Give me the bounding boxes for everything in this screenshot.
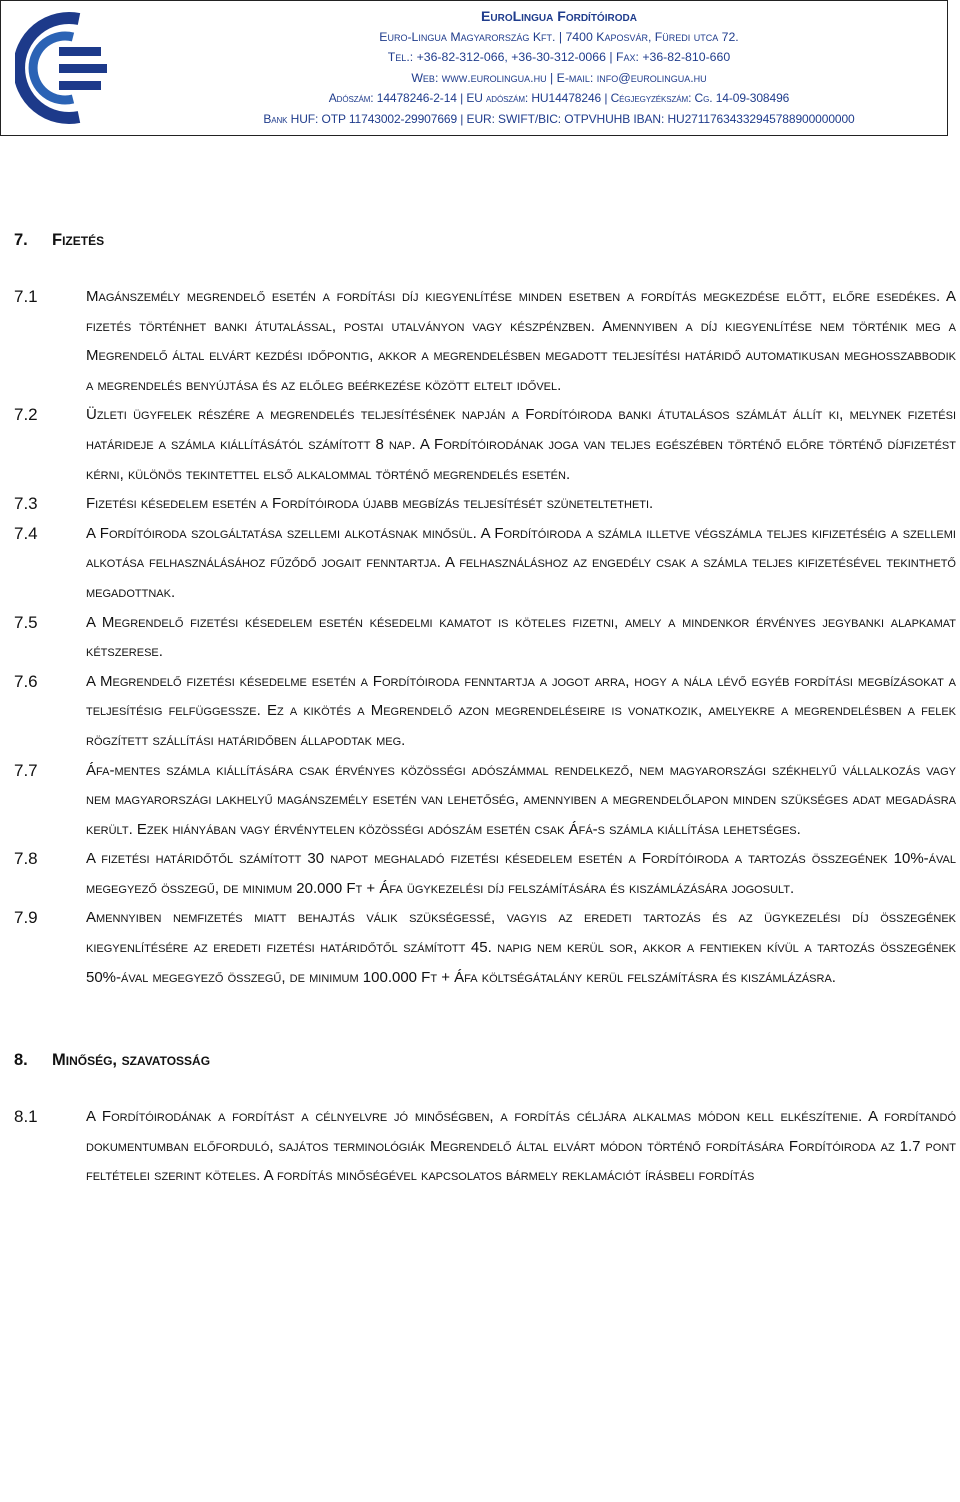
clause-number: 7.5 — [14, 612, 38, 632]
letterhead — [0, 0, 948, 136]
company-address: Euro-Lingua Magyarország Kft. | 7400 Kaposvár, Füredi utca 72. — [379, 29, 739, 44]
document-body — [14, 222, 958, 1191]
clause-7-2 — [14, 400, 958, 489]
company-phone: Tel.: +36-82-312-066, +36-30-312-0066 | Fax: +36-82-810-660 — [387, 50, 731, 65]
section-title: Minőség, szavatosság — [52, 1051, 211, 1070]
clause-text: A Fordítóirodának a fordítást a célnyelvre jó minőségben, a fordítás céljára alkalmas módon kell elkészítenie. A fordítandó dokumentumban előforduló, sajátos terminológiák Megrendelő által elvárt módon történő fordítására Fordítóiroda az 1.7 pont feltételei szerint köteles. A fordítás minőségével kapcsolatos bármely reklamációt írásbeli fordítás — [86, 1108, 956, 1185]
section-heading-7 — [14, 222, 958, 258]
company-bank: Bank HUF: OTP 11743002-29907669 | EUR: SWIFT/BIC: OTPVHUHB IBAN: HU27117634332945788900000000 — [263, 111, 855, 126]
clause-number: 7.4 — [14, 523, 38, 543]
section-number: 8. — [14, 1051, 28, 1070]
clause-7-1 — [14, 282, 958, 400]
clause-7-8 — [14, 844, 958, 903]
clause-7-9 — [14, 903, 958, 992]
clause-text: A fizetési határidőtől számított 30 napot meghaladó fizetési késedelem esetén a Fordítóiroda a tartozás összegének 10%-ával megegyező összegű, de minimum 20.000 Ft + Áfa ügykezelési díj felszámítására és kiszámlázására jogosult. — [86, 850, 956, 897]
clause-7-4 — [14, 519, 958, 608]
clause-number: 8.1 — [14, 1107, 38, 1127]
clause-number: 7.8 — [14, 849, 38, 869]
clause-number: 7.3 — [14, 494, 38, 514]
clause-text: A Megrendelő fizetési késedelme esetén a Fordítóiroda fenntartja a jogot arra, hogy a nála lévő egyéb fordítási megbízásokat a teljesítésig felfüggessze. Ez a kikötés a Megrendelő azon megrendeléseire is vonatkozik, amelyekre a megrendelésben a felek rögzített szállítási határidőben állapodtak meg. — [86, 672, 956, 749]
company-tax: Adószám: 14478246-2-14 | EU adószám: HU14478246 | Cégjegyzékszám: Cg. 14-09-308496 — [328, 91, 790, 106]
clause-7-3 — [14, 489, 958, 519]
clause-7-7 — [14, 756, 958, 845]
clause-number: 7.7 — [14, 760, 38, 780]
company-name: EuroLingua Fordítóiroda — [481, 8, 637, 24]
letterhead-text — [181, 6, 937, 130]
clause-number: 7.9 — [14, 908, 38, 928]
clause-number: 7.1 — [14, 287, 38, 306]
clause-text: Áfa-mentes számla kiállítására csak érvényes közösségi adószámmal rendelkező, nem magyarországi székhelyű vállalkozás vagy nem magyarországi lakhelyű magánszemély esetén van lehetőség, amennyiben a megrendelőlapon minden szükséges adat megadásra került. Ezek hiányában vagy érvénytelen közösségi adószám esetén csak Áfá-s számla kiállítása lehetséges. — [86, 761, 956, 838]
section-number: 7. — [14, 231, 28, 249]
clause-text: A Fordítóiroda szolgáltatása szellemi alkotásnak minősül. A Fordítóiroda a számla illetve végszámla teljes kifizetéséig a szellemi alkotása felhasználásához fűződő jogait fenntartja. A felhasználáshoz az engedély csak a számla teljes kifizetésével tekinthető megadottnak. — [86, 524, 956, 601]
clause-number: 7.2 — [14, 405, 38, 425]
clause-7-6 — [14, 667, 958, 756]
clause-7-5 — [14, 608, 958, 667]
clause-text: Üzleti ügyfelek részére a megrendelés teljesítésének napján a Fordítóiroda banki átutalásos számlát állít ki, melynek fizetési határideje a számla kiállításától számított 8 nap. A Fordítóirodának joga van teljes egészében történő előre történő díjfizetést kérni, különös tekintettel első alkalommal történő megrendelés esetén. — [86, 406, 956, 483]
clause-text: Amennyiben nemfizetés miatt behajtás válik szükségessé, vagyis az eredeti tartozás és az ügykezelési díj összegének kiegyenlítésére az eredeti fizetési határidőtől számított 45. napig nem kerül sor, akkor a fentieken kívül a tartozás összegének 50%-ával megegyező összegű, de minimum 100.000 Ft + Áfa költségátalány kerül felszámításra és kiszámlázásra. — [86, 909, 956, 986]
clause-text: A Megrendelő fizetési késedelem esetén késedelmi kamatot is köteles fizetni, amely a mindenkor érvényes jegybanki alapkamat kétszerese. — [86, 613, 956, 661]
company-web: Web: www.eurolingua.hu | E-mail: info@eurolingua.hu — [411, 70, 707, 85]
clause-number: 7.6 — [14, 671, 38, 691]
clause-text: Fizetési késedelem esetén a Fordítóiroda újabb megbízás teljesítését szüneteltetheti. — [86, 495, 654, 513]
clause-text: Magánszemély megrendelő esetén a fordítási díj kiegyenlítése minden esetben a fordítás megkezdése előtt, előre esedékes. A fizetés történhet banki átutalással, postai utalványon vagy készpénzben. Amennyiben a díj kiegyenlítése nem történik meg a Megrendelő által elvárt kezdési időpontig, akkor a megrendelésben megadott teljesítési határidő automatikusan meghosszabbodik a megrendelés benyújtása és az előleg beérkezése között eltelt idővel. — [86, 288, 957, 394]
clause-8-1 — [14, 1102, 958, 1191]
section-heading-8 — [14, 1042, 958, 1078]
eurolingua-logo — [15, 9, 115, 127]
section-title: Fizetés — [52, 231, 105, 249]
